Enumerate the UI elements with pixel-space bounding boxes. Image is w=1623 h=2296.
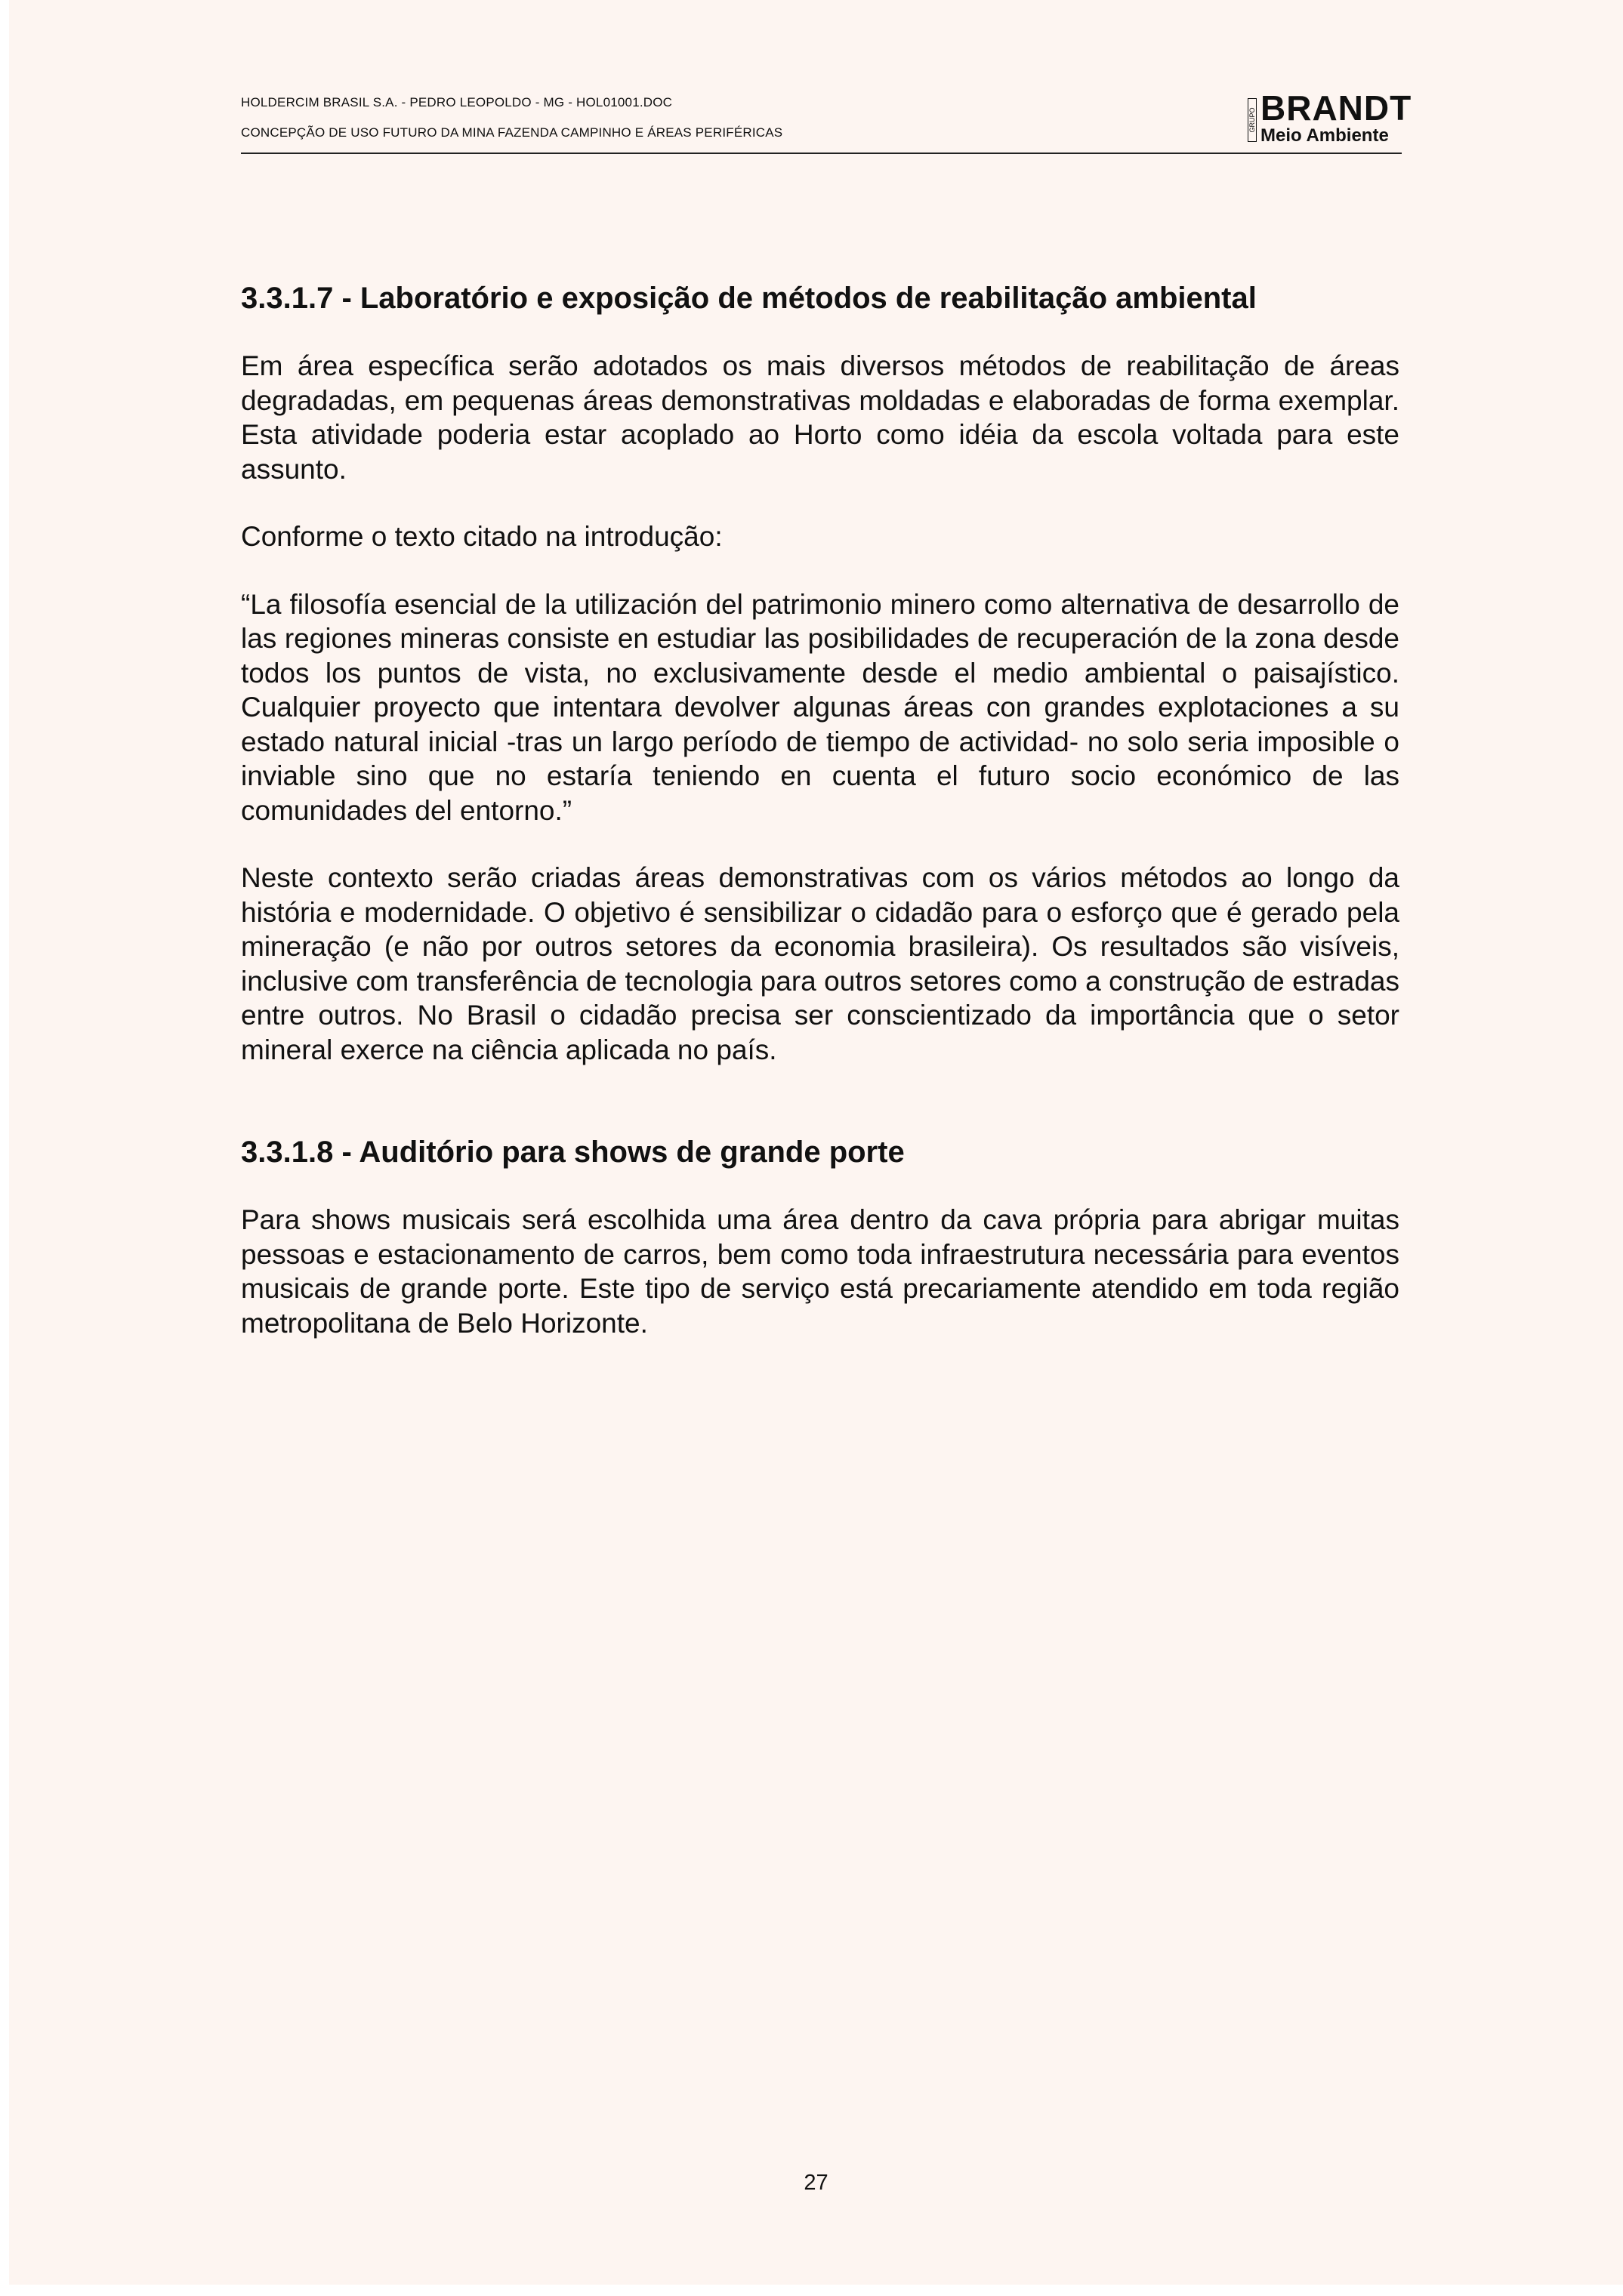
page-number: 27 — [804, 2171, 828, 2195]
document-page — [9, 0, 1623, 2285]
document-body — [241, 281, 1399, 1340]
body-paragraph: Em área específica serão adotados os mais diversos métodos de reabilitação de áreas degradadas, em pequenas áreas demonstrativas moldadas e elaboradas de forma exemplar. Esta atividade poderia estar acoplado ao Horto como idéia da escola voltada para este assunto. — [241, 350, 1399, 485]
quoted-paragraph: “La filosofía esencial de la utilización del patrimonio minero como alternativa de desarrollo de las regiones mineras consiste en estudiar las posibilidades de recuperación de la zona desde todos los puntos de vista, no exclusivamente desde el medio ambiental o paisajístico. Cualquier proyecto que intentara devolver algunas áreas con grandes explotaciones a su estado natural inicial -tras un largo período de tiempo de actividad- no solo seria imposible o inviable sino que no estaría teniendo en cuenta el futuro socio económico de las comunidades del entorno.” — [241, 588, 1399, 826]
logo-brand-name: BRANDT — [1260, 88, 1412, 128]
header-divider — [241, 153, 1402, 154]
header-company-line: HOLDERCIM BRASIL S.A. - PEDRO LEOPOLDO - MG - HOL01001.DOC — [241, 95, 673, 109]
body-paragraph: Neste contexto serão criadas áreas demonstrativas com os vários métodos ao longo da história e modernidade. O objetivo é sensibilizar o cidadão para o esforço que é gerado pela mineração (e não por outros setores da economia brasileira). Os resultados são visíveis, inclusive com transferência de tecnologia para outros setores como a construção de estradas entre outros. No Brasil o cidadão precisa ser conscientizado da importância que o setor mineral exerce na ciência aplicada no país. — [241, 862, 1399, 1065]
section-heading: 3.3.1.8 - Auditório para shows de grande porte — [241, 1136, 905, 1169]
section-heading: 3.3.1.7 - Laboratório e exposição de métodos de reabilitação ambiental — [241, 282, 1257, 315]
logo-subtitle: Meio Ambiente — [1260, 125, 1389, 146]
body-paragraph: Para shows musicais será escolhida uma área dentro da cava própria para abrigar muitas pessoas e estacionamento de carros, bem como toda infraestrutura necessária para eventos musicais de grande porte. Este tipo de serviço está precariamente atendido em toda região metropolitana de Belo Horizonte. — [241, 1204, 1399, 1339]
logo-group-text: GRUPO — [1248, 107, 1256, 133]
brandt-logo — [1248, 88, 1412, 148]
header-title-line: CONCEPÇÃO DE USO FUTURO DA MINA FAZENDA CAMPINHO E ÁREAS PERIFÉRICAS — [241, 125, 783, 140]
body-paragraph: Conforme o texto citado na introdução: — [241, 521, 723, 552]
logo-group-box — [1248, 98, 1257, 142]
